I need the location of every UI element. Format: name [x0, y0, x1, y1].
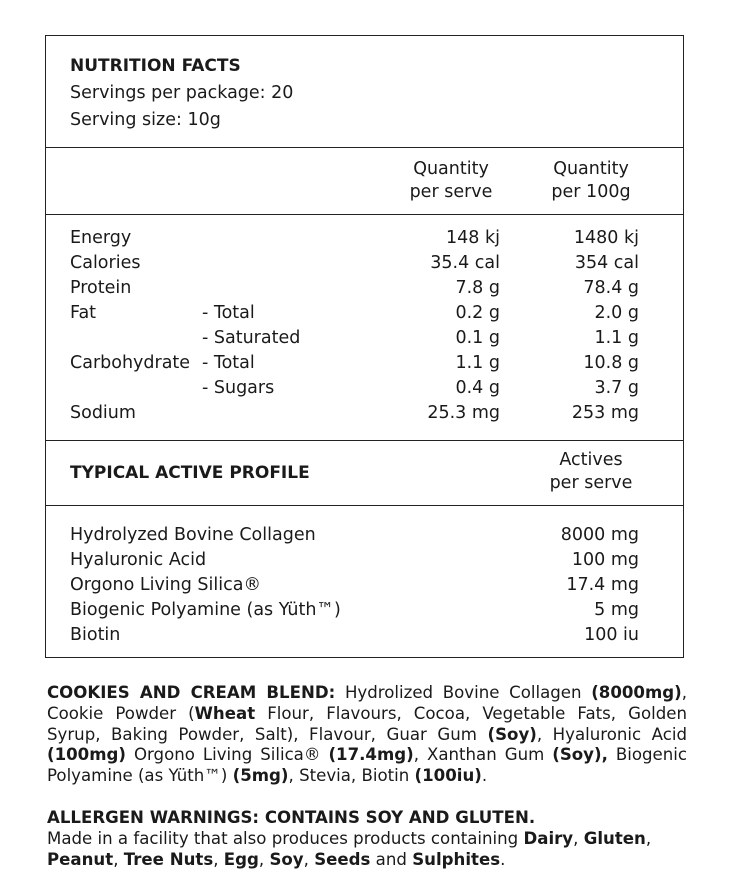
nutrient-per-serve: 0.4 g — [455, 378, 500, 398]
ingredients-part: Orgono Living Silica® — [125, 745, 329, 765]
nutrient-name: Carbohydrate — [70, 353, 191, 373]
allergen-sep: . — [500, 849, 506, 869]
active-value: 100 mg — [571, 550, 639, 570]
ingredients-bold: (5mg) — [232, 766, 289, 786]
allergen-item: Peanut — [47, 849, 114, 869]
nutrient-per-100g: 253 mg — [571, 403, 639, 423]
nutrient-name: Protein — [70, 278, 132, 298]
col-header-per-serve — [391, 158, 511, 204]
active-name: Hydrolyzed Bovine Collagen — [70, 525, 316, 545]
nutrient-per-100g: 10.8 g — [583, 353, 639, 373]
active-value: 100 iu — [584, 625, 639, 645]
allergen-item: Gluten — [583, 828, 646, 848]
nutrient-name: Energy — [70, 228, 132, 248]
nutrient-per-100g: 3.7 g — [594, 378, 639, 398]
active-name: Biotin — [70, 625, 121, 645]
ingredients-text — [47, 683, 687, 787]
active-value: 5 mg — [594, 600, 639, 620]
ingredients-part: Hydrolized Bovine Collagen — [335, 683, 592, 702]
allergen-sep: , — [113, 849, 124, 869]
ingredients-heading: COOKIES AND CREAM BLEND: — [47, 683, 336, 702]
ingredients-part: , Stevia, Biotin — [288, 766, 415, 786]
allergen-text — [47, 808, 707, 870]
actives-title: TYPICAL ACTIVE PROFILE — [70, 463, 310, 483]
allergen-sep: , — [573, 828, 584, 848]
allergen-item: Egg — [223, 849, 259, 869]
divider — [46, 505, 683, 506]
ingredients-bold: (100mg) — [47, 745, 126, 765]
ingredients-bold: (Soy) — [487, 724, 537, 744]
active-value: 17.4 mg — [566, 575, 639, 595]
nutrient-name: Calories — [70, 253, 141, 273]
nutrient-sub: - Saturated — [202, 328, 301, 348]
nutrient-sub: - Total — [202, 353, 255, 373]
col-header-actives-line1: Actives — [559, 450, 623, 470]
nutrient-name: Sodium — [70, 403, 136, 423]
nutrient-sub: - Sugars — [202, 378, 275, 398]
nutrient-per-serve: 0.1 g — [455, 328, 500, 348]
ingredients-bold: (Soy), — [552, 745, 608, 765]
nutrient-per-serve: 148 kj — [446, 228, 500, 248]
active-name: Orgono Living Silica® — [70, 575, 261, 595]
nutrition-panel — [45, 35, 684, 658]
serving-size: Serving size: 10g — [70, 110, 221, 130]
nutrient-sub: - Total — [202, 303, 255, 323]
col-header-per-serve-line2: per serve — [409, 182, 493, 202]
ingredients-part: Flour, Flavours, Cocoa, Vegetable Fats, Golden Syrup, Baking Powder, Salt), Flavour, Guar Gum — [47, 703, 687, 744]
col-header-per-100g-line1: Quantity — [553, 159, 629, 179]
ingredients-part: , Hyaluronic Acid — [536, 724, 688, 744]
col-header-per-serve-line1: Quantity — [413, 159, 489, 179]
col-header-actives-line2: per serve — [549, 473, 633, 493]
divider — [46, 147, 683, 148]
allergen-sep: , — [645, 828, 652, 848]
servings-per-package: Servings per package: 20 — [70, 83, 294, 103]
ingredients-part: Biogenic Polyamine (as Yüth™) — [47, 745, 687, 786]
allergen-item: Seeds — [314, 849, 371, 869]
allergen-item: Soy — [269, 849, 304, 869]
divider — [46, 214, 683, 215]
nutrient-per-serve: 25.3 mg — [427, 403, 500, 423]
ingredients-part: , Cookie Powder ( — [47, 683, 687, 723]
col-header-actives — [531, 449, 651, 495]
allergen-heading: ALLERGEN WARNINGS: CONTAINS SOY AND GLUTEN. — [47, 808, 536, 827]
allergen-part: Made in a facility that also produces products containing — [47, 828, 524, 848]
nutrient-per-100g: 78.4 g — [583, 278, 639, 298]
allergen-sep: , — [303, 849, 315, 869]
nutrient-per-100g: 2.0 g — [594, 303, 639, 323]
ingredients-bold: (8000mg) — [591, 683, 682, 702]
ingredients-bold: (17.4mg) — [328, 745, 414, 765]
active-name: Hyaluronic Acid — [70, 550, 207, 570]
nutrient-name: Fat — [70, 303, 97, 323]
ingredients-bold: (100iu) — [414, 766, 482, 786]
allergen-item: Dairy — [523, 828, 574, 848]
col-header-per-100g — [531, 158, 651, 204]
ingredients-part: . — [481, 766, 488, 786]
allergen-sep: , — [213, 849, 224, 869]
nutrient-per-100g: 1480 kj — [573, 228, 639, 248]
nutrient-per-serve: 35.4 cal — [430, 253, 500, 273]
col-header-per-100g-line2: per 100g — [551, 182, 631, 202]
allergen-sep: , — [258, 849, 270, 869]
nutrient-per-serve: 0.2 g — [455, 303, 500, 323]
nutrient-per-100g: 1.1 g — [594, 328, 639, 348]
active-value: 8000 mg — [560, 525, 639, 545]
allergen-item: Tree Nuts — [123, 849, 214, 869]
nutrient-per-serve: 1.1 g — [455, 353, 500, 373]
divider — [46, 440, 683, 441]
allergen-item: Sulphites — [412, 849, 501, 869]
nutrition-title: NUTRITION FACTS — [70, 56, 241, 76]
nutrient-per-100g: 354 cal — [574, 253, 639, 273]
allergen-sep: and — [370, 849, 413, 869]
ingredients-part: , Xanthan Gum — [413, 745, 553, 765]
ingredients-bold: Wheat — [194, 703, 256, 723]
active-name: Biogenic Polyamine (as Yüth™) — [70, 600, 341, 620]
nutrient-per-serve: 7.8 g — [455, 278, 500, 298]
